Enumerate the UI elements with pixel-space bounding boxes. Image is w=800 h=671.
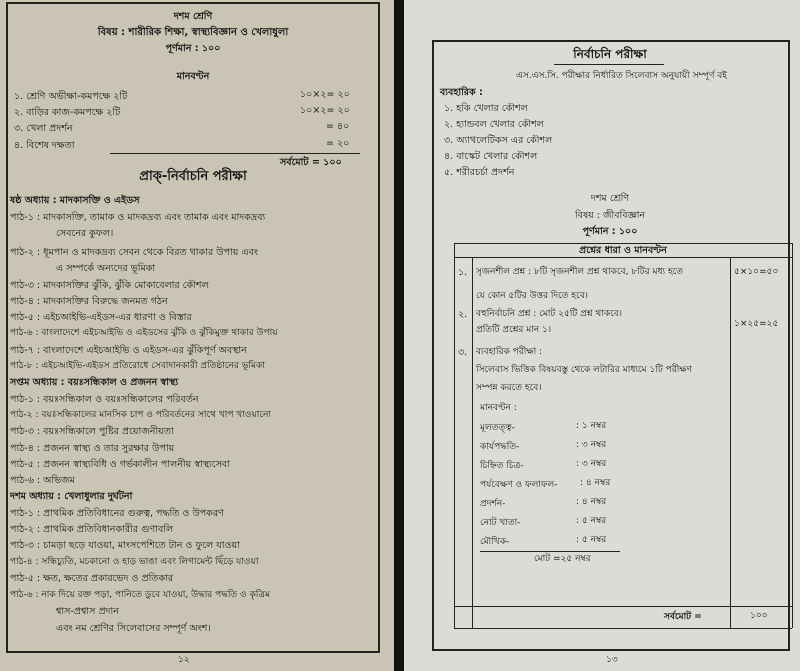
lesson-line: সেবনের কুফল।: [56, 228, 114, 239]
lesson-line: পাঠ-৬ : নাক দিয়ে রক্ত পড়া, পানিতে ডুবে যাওয়া, উদ্ধার পদ্ধতি ও কৃত্রিম: [10, 590, 270, 600]
breakdown-label: নোট খাতা-: [480, 518, 521, 528]
marks-heading: মানবণ্টন: [176, 71, 210, 82]
practical-heading: ব্যবহারিক :: [440, 87, 483, 98]
lesson-line: এ সম্পর্কে অন্যদের ভূমিকা: [56, 263, 156, 274]
marks-row-label: ১. শ্রেণি অভীক্ষা-কমপক্ষে ২টি: [14, 91, 128, 102]
lesson-line: পাঠ-২ : প্রাথমিক প্রতিবিধানকারীর গুণাবলি: [10, 524, 174, 535]
row-text: সৃজনশীল প্রশ্ন : ৮টি সৃজনশীল প্রশ্ন থাকবে, ৮টির মধ্য হতে: [476, 267, 684, 277]
breakdown-label: চিহ্নিত চিত্র-: [480, 461, 524, 471]
marks-row-label: ৪. বিশেষ দক্ষতা: [14, 140, 75, 151]
left-class-title: দশম শ্রেণি: [173, 11, 213, 22]
breakdown-label: প্রদর্শন-: [480, 499, 506, 509]
breakdown-value: : ৫ নম্বর: [576, 535, 607, 545]
breakdown-value: : ৩ নম্বর: [576, 459, 607, 469]
breakdown-value: : ৫ নম্বর: [576, 516, 607, 526]
lesson-line: পাঠ-৬ : অভিজম: [10, 475, 75, 486]
right-page-border: [432, 40, 790, 651]
row-text: ব্যবহারিক পরীক্ষা :: [476, 347, 543, 357]
right-class-title: দশম শ্রেণি: [590, 193, 630, 204]
practical-item: ৫. শরীরচর্চা প্রদর্শন: [444, 167, 515, 178]
book-gutter: [394, 0, 404, 671]
practical-item: ১. হকি খেলার কৌশল: [444, 103, 528, 114]
left-subject: বিষয় : শারীরিক শিক্ষা, স্বাস্থ্যবিজ্ঞান ও খেলাধুলা: [97, 27, 289, 38]
practical-item: ৩. অ্যাথলেটিকস এর কৌশল: [444, 135, 553, 146]
marks-row-label: ২. বাড়ির কাজ-কমপক্ষে ২টি: [14, 107, 121, 118]
marks-row-value: ১০×২= ২০: [300, 105, 350, 116]
section-title: প্রাক্-নির্বাচনি পরীক্ষা: [139, 169, 247, 184]
lesson-line: পাঠ-২ : ধূমপান ও মাদকদ্রব্য সেবন থেকে বিরত থাকার উপায় এবং: [10, 247, 259, 258]
right-intro: এস.এস.সি. পরীক্ষার নির্ধারিত সিলেবাস অনুযায়ী সম্পূর্ণ বই: [516, 71, 727, 81]
marks-total: সর্বমোট = ১০০: [280, 157, 342, 168]
right-page: [404, 0, 800, 671]
row-marks: ১×২৫=২৫: [734, 319, 779, 329]
chapter-heading: দশম অধ্যায় : খেলাধুলার দুর্ঘটনা: [10, 491, 133, 502]
lesson-line: শ্বাস-প্রশ্বাস প্রদান: [56, 606, 119, 617]
row-text: সিলেবাস ভিত্তিক বিষয়বস্তু থেকে লটারির মাধ্যমে ১টি পরীক্ষণ: [476, 365, 693, 375]
right-title: নির্বাচনি পরীক্ষা: [573, 47, 647, 61]
right-page-number: ১৩: [606, 655, 618, 665]
marks-row-value: = ২০: [326, 138, 350, 149]
chapter-heading: ষষ্ঠ অধ্যায় : মাদকাসক্তি ও এইডস: [10, 195, 140, 206]
breakdown-label: কার্যপদ্ধতি-: [480, 442, 520, 452]
right-subject: বিষয় : জীববিজ্ঞান: [574, 210, 646, 221]
lesson-line: পাঠ-১ : বয়ঃসন্ধিকাল ও বয়ঃসন্ধিকালের পরিবর্তন: [10, 394, 199, 405]
marks-row-label: ৩. খেলা প্রদর্শন: [14, 123, 73, 134]
row-marks: ৫×১০=৫০: [734, 267, 779, 277]
practical-item: ৪. বাস্কেট খেলার কৌশল: [444, 151, 538, 162]
lesson-line: পাঠ-৭ : বাংলাদেশে এইচআইভি ও এইডস-এর ঝুঁকিপূর্ণ অবস্থান: [10, 345, 247, 356]
row-text: যে কোন ৫টির উত্তর দিতে হবে।: [476, 291, 588, 301]
breakdown-value: : ৩ নম্বর: [576, 440, 607, 450]
lesson-line: পাঠ-২ : বয়ঃসন্ধিকালের মানসিক চাপ ও পরিবর্তনের সাথে খাপ খাওয়ানো: [10, 410, 271, 420]
marks-row-value: ১০×২= ২০: [300, 89, 350, 100]
breakdown-label: মৌখিক-: [480, 537, 510, 547]
lesson-line: পাঠ-১ : প্রাথমিক প্রতিবিধানের গুরুত্ব, পদ্ধতি ও উপকরণ: [10, 508, 224, 519]
breakdown-label: পর্যবেক্ষণ ও ফলাফল-: [480, 480, 558, 490]
right-full-marks: পূর্ণমান : ১০০: [582, 226, 638, 237]
table-header: প্রশ্নের ধারা ও মানবণ্টন: [579, 245, 667, 256]
lesson-line: পাঠ-১ : মাদকাসক্তি, তামাক ও মাদকদ্রব্য এবং তামাক এবং মাদকদ্রব্য: [10, 212, 266, 223]
breakdown-label: মূলতত্ত্ব-: [480, 423, 515, 433]
lesson-line: পাঠ-৮ : এইচআইভি-এইডস প্রতিরোধে সেবাদানকারী প্রতিষ্ঠানের ভূমিকা: [10, 361, 265, 371]
lesson-line: পাঠ-৫ : ক্ষত, ক্ষতের প্রকারভেদ ও প্রতিকার: [10, 573, 174, 584]
lesson-line: পাঠ-৫ : এইচআইভি-এইডস-এর ধারণা ও বিস্তার: [10, 312, 192, 323]
title-underline: [554, 64, 664, 65]
lesson-line: পাঠ-৩ : বয়ঃসন্ধিকালে পুষ্টির প্রয়োজনীয়তা: [10, 426, 174, 437]
row-text: বহুনির্বাচনি প্রশ্ন : মোট ২৫টি প্রশ্ন থাকবে।: [476, 309, 622, 319]
row-text: মানবণ্টন :: [480, 403, 517, 413]
row-text: সম্পন্ন করতে হবে।: [476, 383, 542, 393]
left-page: [0, 0, 394, 671]
breakdown-value: : ৪ নম্বর: [576, 497, 607, 507]
lesson-line: পাঠ-৫ : প্রজনন স্বাস্থ্যবিধি ও গর্ভকালীন পালনীয় স্বাস্থ্যসেবা: [10, 459, 230, 470]
lesson-line: এবং নম শ্রেণির সিলেবাসের সম্পূর্ণ অংশ।: [56, 623, 211, 634]
lesson-line: পাঠ-৪ : মাদকাসক্তির বিরুদ্ধে জনমত গঠন: [10, 296, 168, 307]
left-full-marks: পূর্ণমান : ১০০: [165, 43, 221, 54]
practical-item: ২. হ্যান্ডবল খেলার কৌশল: [444, 119, 544, 130]
marks-row-value: = ৪০: [326, 121, 350, 132]
grand-total-label: সর্বমোট =: [664, 612, 702, 622]
lesson-line: পাঠ-৪ : প্রজনন স্বাস্থ্য ও তার সুরক্ষার উপায়: [10, 443, 175, 454]
subtotal-divider: [480, 551, 620, 552]
breakdown-subtotal: মোট =২৫ নম্বর: [534, 554, 591, 564]
lesson-line: পাঠ-৪ : সন্ধিচ্যুতি, মচকানো ও হাড় ভাঙা এবং লিগামেন্ট ছিঁড়ে যাওয়া: [10, 557, 259, 567]
row-number: ২.: [458, 309, 468, 320]
row-text: প্রতিটি প্রশ্নের মান ১।: [476, 325, 552, 335]
lesson-line: পাঠ-৬ : বাংলাদেশে এইচআইভি ও এইডসের ঝুঁকি ও ঝুঁকিমুক্ত থাকার উপায়: [10, 328, 278, 338]
left-page-number: ১২: [178, 655, 190, 665]
breakdown-value: : ৪ নম্বর: [580, 478, 611, 488]
chapter-heading: সপ্তম অধ্যায় : বয়ঃসন্ধিকাল ও প্রজনন স্বাস্থ্য: [10, 377, 179, 388]
total-divider: [110, 153, 360, 154]
lesson-line: পাঠ-৩ : চামড়া ছড়ে যাওয়া, মাংসপেশিতে টান ও ফুলে যাওয়া: [10, 540, 240, 551]
breakdown-value: : ১ নম্বর: [576, 421, 607, 431]
row-number: ১.: [458, 267, 468, 278]
row-number: ৩.: [458, 347, 468, 358]
grand-total-value: ১০০: [750, 611, 768, 621]
lesson-line: পাঠ-৩ : মাদকাসক্তির ঝুঁকি, ঝুঁকি মোকাবেলার কৌশল: [10, 280, 209, 291]
